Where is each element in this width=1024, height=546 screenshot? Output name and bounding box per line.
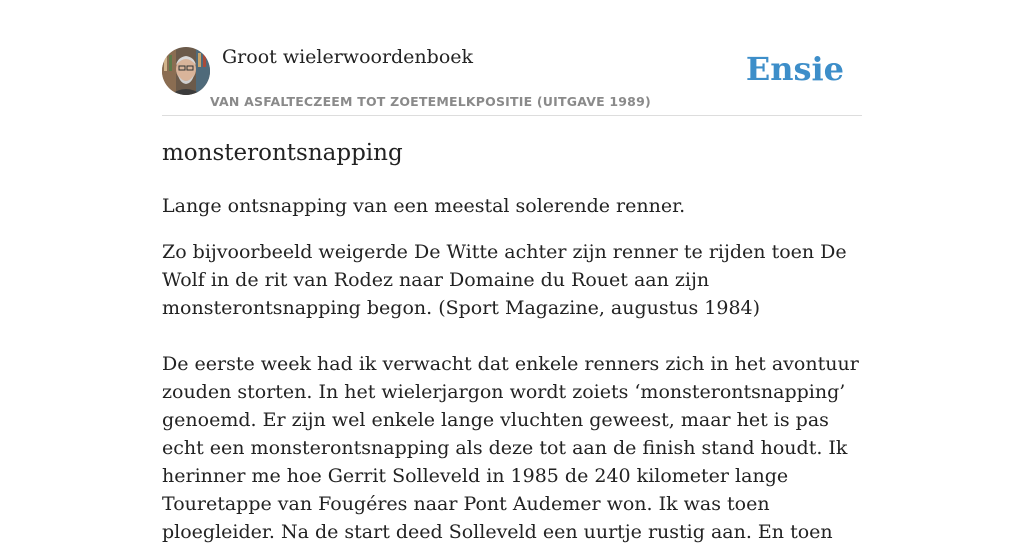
definition-text: Lange ontsnapping van een meestal solerende renner.	[162, 195, 686, 217]
book-title[interactable]: Groot wielerwoordenboek	[222, 46, 474, 68]
author-portrait-icon	[162, 47, 210, 95]
page-container	[162, 0, 862, 546]
header	[162, 0, 862, 116]
example-quote: Zo bijvoorbeeld weigerde De Witte achter zijn renner te rijden toen De Wolf in de rit van Rodez naar Domaine du Rouet aan zijn monsterontsnapping begon. (Sport Magazine, augustus 1984)	[162, 241, 847, 319]
example-quote: De eerste week had ik verwacht dat enkele renners zich in het avontuur zouden storten. In het wielerjargon wordt zoiets ‘monsterontsnapping’ genoemd. Er zijn wel enkele lange vluchten geweest, maar het is pas echt een monsterontsnapping als deze tot aan de finish stand houdt. Ik herinner me hoe Gerrit Solleveld in 1985 de 240 kilometer lange Touretappe van Fougéres naar Pont Audemer won. Ik was toen ploegleider. Na de start deed Solleveld een uurtje rustig aan. En toen	[162, 353, 859, 543]
ensie-logo[interactable]: Ensie	[745, 50, 844, 88]
page-title: monsterontsnapping	[162, 140, 403, 166]
book-subtitle: VAN ASFALTECZEEM TOT ZOETEMELKPOSITIE (UITGAVE 1989)	[210, 94, 651, 109]
avatar[interactable]	[162, 47, 210, 95]
